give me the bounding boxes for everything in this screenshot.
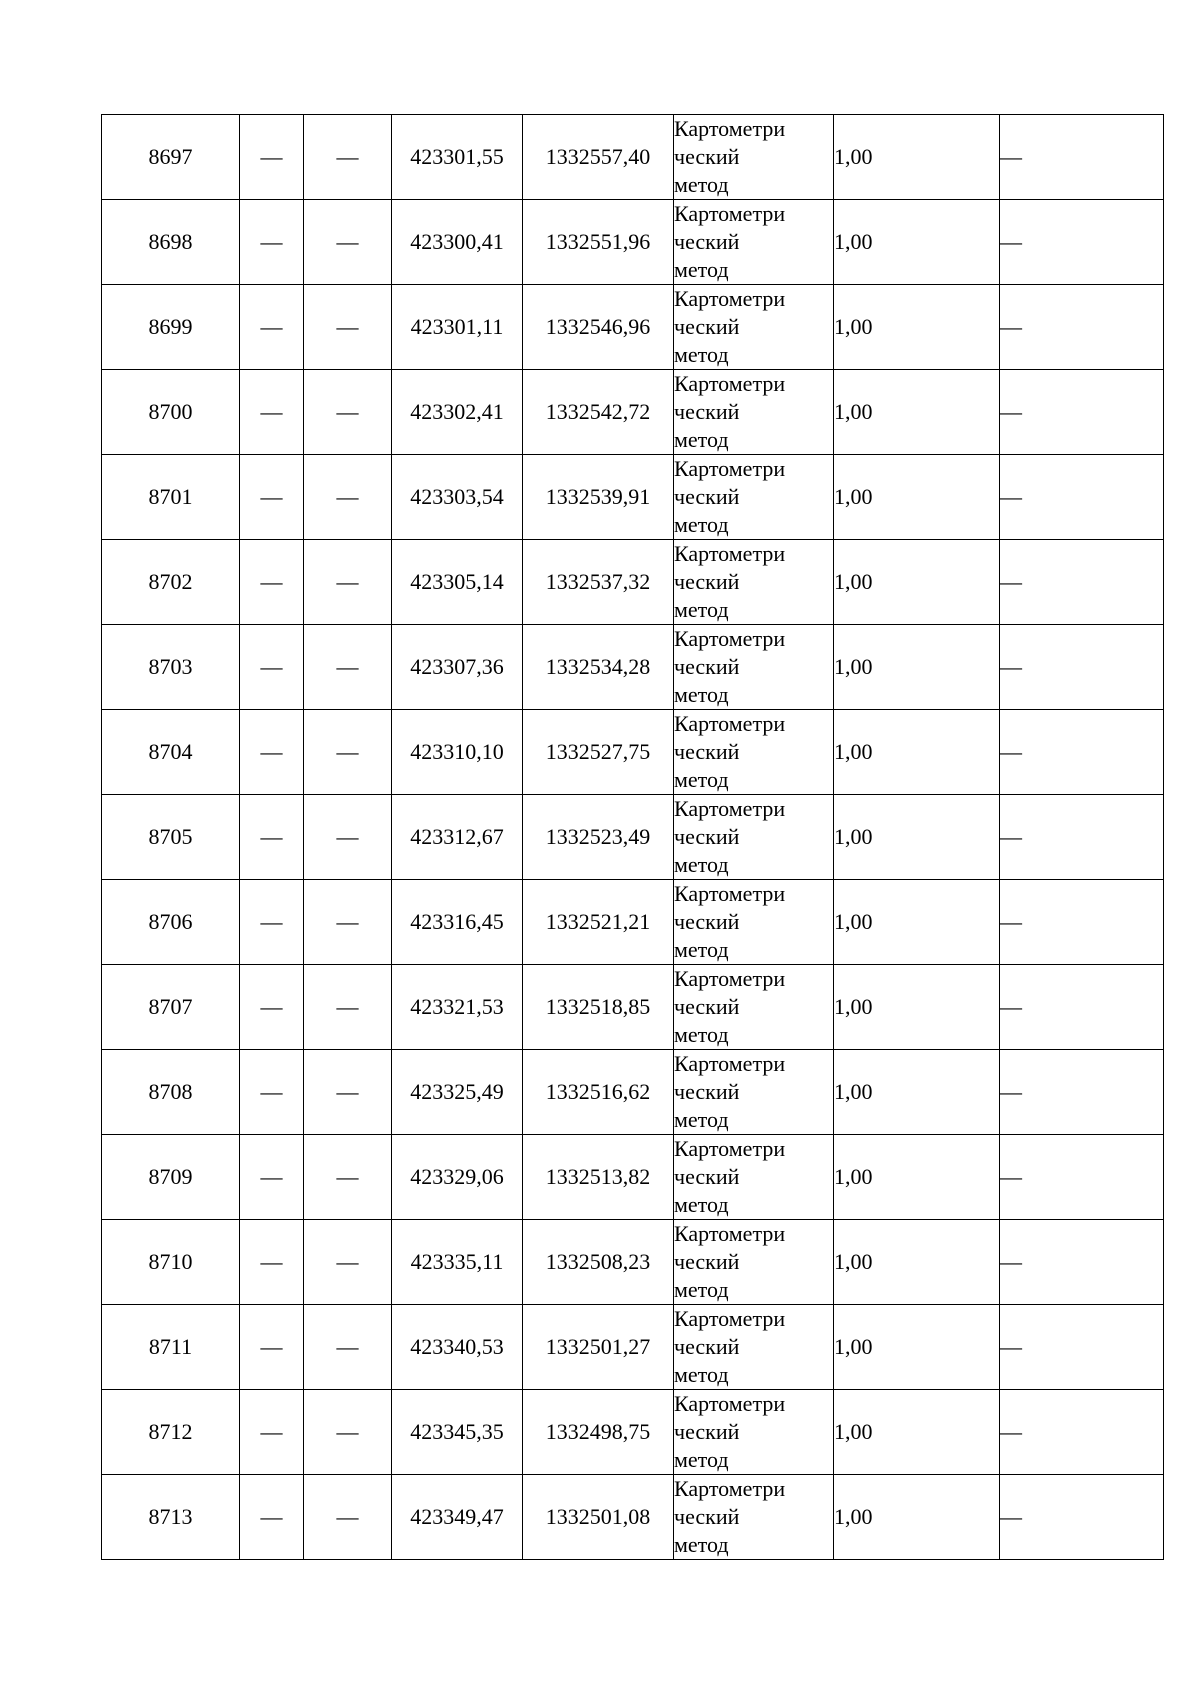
empty-value-cell: — [240,115,304,200]
point-number-cell: 8707 [102,965,240,1050]
description-cell: — [1000,1305,1164,1390]
accuracy-cell: 1,00 [834,115,1000,200]
y-coordinate-cell: 1332537,32 [523,540,674,625]
empty-value-cell: — [304,540,392,625]
empty-value-cell: — [240,1135,304,1220]
empty-value-cell: — [304,1475,392,1560]
table-row [102,710,1164,795]
accuracy-cell: 1,00 [834,880,1000,965]
empty-value-cell: — [240,795,304,880]
method-text: Картометри ческий метод [674,796,786,877]
x-coordinate-cell: 423301,55 [392,115,523,200]
empty-value-cell: — [240,1050,304,1135]
y-coordinate-cell: 1332546,96 [523,285,674,370]
accuracy-cell: 1,00 [834,1135,1000,1220]
description-cell: — [1000,1475,1164,1560]
y-coordinate-cell: 1332523,49 [523,795,674,880]
y-coordinate-cell: 1332527,75 [523,710,674,795]
point-number-cell: 8706 [102,880,240,965]
y-coordinate-cell: 1332501,27 [523,1305,674,1390]
method-cell [674,200,834,285]
x-coordinate-cell: 423335,11 [392,1220,523,1305]
method-text: Картометри ческий метод [674,626,786,707]
method-cell [674,795,834,880]
y-coordinate-cell: 1332501,08 [523,1475,674,1560]
method-text: Картометри ческий метод [674,541,786,622]
empty-value-cell: — [304,965,392,1050]
point-number-cell: 8705 [102,795,240,880]
table-row [102,370,1164,455]
method-text: Картометри ческий метод [674,456,786,537]
x-coordinate-cell: 423300,41 [392,200,523,285]
empty-value-cell: — [240,285,304,370]
point-number-cell: 8713 [102,1475,240,1560]
empty-value-cell: — [240,1390,304,1475]
table-row [102,1135,1164,1220]
table-row [102,965,1164,1050]
method-cell [674,710,834,795]
method-cell [674,1220,834,1305]
point-number-cell: 8698 [102,200,240,285]
empty-value-cell: — [240,625,304,710]
point-number-cell: 8700 [102,370,240,455]
point-number-cell: 8710 [102,1220,240,1305]
accuracy-cell: 1,00 [834,285,1000,370]
table-row [102,285,1164,370]
method-cell [674,880,834,965]
table-row [102,1390,1164,1475]
description-cell: — [1000,795,1164,880]
point-number-cell: 8701 [102,455,240,540]
point-number-cell: 8709 [102,1135,240,1220]
x-coordinate-cell: 423349,47 [392,1475,523,1560]
y-coordinate-cell: 1332542,72 [523,370,674,455]
y-coordinate-cell: 1332539,91 [523,455,674,540]
empty-value-cell: — [304,1305,392,1390]
method-cell [674,370,834,455]
y-coordinate-cell: 1332498,75 [523,1390,674,1475]
method-text: Картометри ческий метод [674,711,786,792]
accuracy-cell: 1,00 [834,540,1000,625]
method-text: Картометри ческий метод [674,1476,786,1557]
method-cell [674,1305,834,1390]
y-coordinate-cell: 1332534,28 [523,625,674,710]
y-coordinate-cell: 1332518,85 [523,965,674,1050]
table-row [102,880,1164,965]
point-number-cell: 8703 [102,625,240,710]
accuracy-cell: 1,00 [834,1220,1000,1305]
empty-value-cell: — [240,1220,304,1305]
accuracy-cell: 1,00 [834,795,1000,880]
x-coordinate-cell: 423316,45 [392,880,523,965]
empty-value-cell: — [304,625,392,710]
empty-value-cell: — [304,1390,392,1475]
empty-value-cell: — [240,455,304,540]
x-coordinate-cell: 423301,11 [392,285,523,370]
accuracy-cell: 1,00 [834,1475,1000,1560]
empty-value-cell: — [304,455,392,540]
table-row [102,540,1164,625]
point-number-cell: 8697 [102,115,240,200]
point-number-cell: 8699 [102,285,240,370]
table-row [102,625,1164,710]
description-cell: — [1000,370,1164,455]
description-cell: — [1000,200,1164,285]
method-text: Картометри ческий метод [674,881,786,962]
accuracy-cell: 1,00 [834,1050,1000,1135]
empty-value-cell: — [240,965,304,1050]
description-cell: — [1000,625,1164,710]
empty-value-cell: — [240,540,304,625]
method-cell [674,1050,834,1135]
method-cell [674,625,834,710]
y-coordinate-cell: 1332516,62 [523,1050,674,1135]
description-cell: — [1000,540,1164,625]
empty-value-cell: — [304,370,392,455]
x-coordinate-cell: 423340,53 [392,1305,523,1390]
empty-value-cell: — [304,1050,392,1135]
empty-value-cell: — [304,795,392,880]
method-text: Картометри ческий метод [674,286,786,367]
table-body [102,115,1164,1560]
method-text: Картометри ческий метод [674,1306,786,1387]
method-cell [674,455,834,540]
x-coordinate-cell: 423321,53 [392,965,523,1050]
accuracy-cell: 1,00 [834,1305,1000,1390]
empty-value-cell: — [304,710,392,795]
accuracy-cell: 1,00 [834,455,1000,540]
empty-value-cell: — [304,1135,392,1220]
x-coordinate-cell: 423329,06 [392,1135,523,1220]
x-coordinate-cell: 423345,35 [392,1390,523,1475]
accuracy-cell: 1,00 [834,370,1000,455]
method-text: Картометри ческий метод [674,371,786,452]
point-number-cell: 8708 [102,1050,240,1135]
table-row [102,455,1164,540]
description-cell: — [1000,285,1164,370]
y-coordinate-cell: 1332513,82 [523,1135,674,1220]
description-cell: — [1000,1220,1164,1305]
method-cell [674,540,834,625]
x-coordinate-cell: 423303,54 [392,455,523,540]
table-row [102,1050,1164,1135]
y-coordinate-cell: 1332521,21 [523,880,674,965]
point-number-cell: 8712 [102,1390,240,1475]
x-coordinate-cell: 423312,67 [392,795,523,880]
method-text: Картометри ческий метод [674,116,786,197]
method-text: Картометри ческий метод [674,1391,786,1472]
empty-value-cell: — [240,710,304,795]
table-row [102,1305,1164,1390]
x-coordinate-cell: 423305,14 [392,540,523,625]
method-cell [674,965,834,1050]
method-text: Картометри ческий метод [674,1051,786,1132]
accuracy-cell: 1,00 [834,710,1000,795]
accuracy-cell: 1,00 [834,200,1000,285]
method-text: Картометри ческий метод [674,1221,786,1302]
empty-value-cell: — [304,200,392,285]
y-coordinate-cell: 1332508,23 [523,1220,674,1305]
description-cell: — [1000,455,1164,540]
method-cell [674,1135,834,1220]
point-number-cell: 8704 [102,710,240,795]
x-coordinate-cell: 423307,36 [392,625,523,710]
y-coordinate-cell: 1332551,96 [523,200,674,285]
empty-value-cell: — [304,285,392,370]
x-coordinate-cell: 423310,10 [392,710,523,795]
point-number-cell: 8702 [102,540,240,625]
method-cell [674,115,834,200]
description-cell: — [1000,1050,1164,1135]
empty-value-cell: — [240,880,304,965]
method-cell [674,1475,834,1560]
coordinates-table [101,114,1164,1560]
description-cell: — [1000,880,1164,965]
empty-value-cell: — [240,370,304,455]
accuracy-cell: 1,00 [834,1390,1000,1475]
empty-value-cell: — [304,115,392,200]
method-text: Картометри ческий метод [674,201,786,282]
accuracy-cell: 1,00 [834,625,1000,710]
empty-value-cell: — [240,1475,304,1560]
y-coordinate-cell: 1332557,40 [523,115,674,200]
empty-value-cell: — [240,200,304,285]
empty-value-cell: — [304,1220,392,1305]
empty-value-cell: — [240,1305,304,1390]
table-row [102,1475,1164,1560]
table-row [102,115,1164,200]
description-cell: — [1000,1135,1164,1220]
description-cell: — [1000,710,1164,795]
method-text: Картометри ческий метод [674,966,786,1047]
description-cell: — [1000,115,1164,200]
accuracy-cell: 1,00 [834,965,1000,1050]
empty-value-cell: — [304,880,392,965]
method-text: Картометри ческий метод [674,1136,786,1217]
method-cell [674,285,834,370]
table-row [102,1220,1164,1305]
point-number-cell: 8711 [102,1305,240,1390]
table-row [102,200,1164,285]
description-cell: — [1000,1390,1164,1475]
table-row [102,795,1164,880]
method-cell [674,1390,834,1475]
x-coordinate-cell: 423302,41 [392,370,523,455]
description-cell: — [1000,965,1164,1050]
x-coordinate-cell: 423325,49 [392,1050,523,1135]
